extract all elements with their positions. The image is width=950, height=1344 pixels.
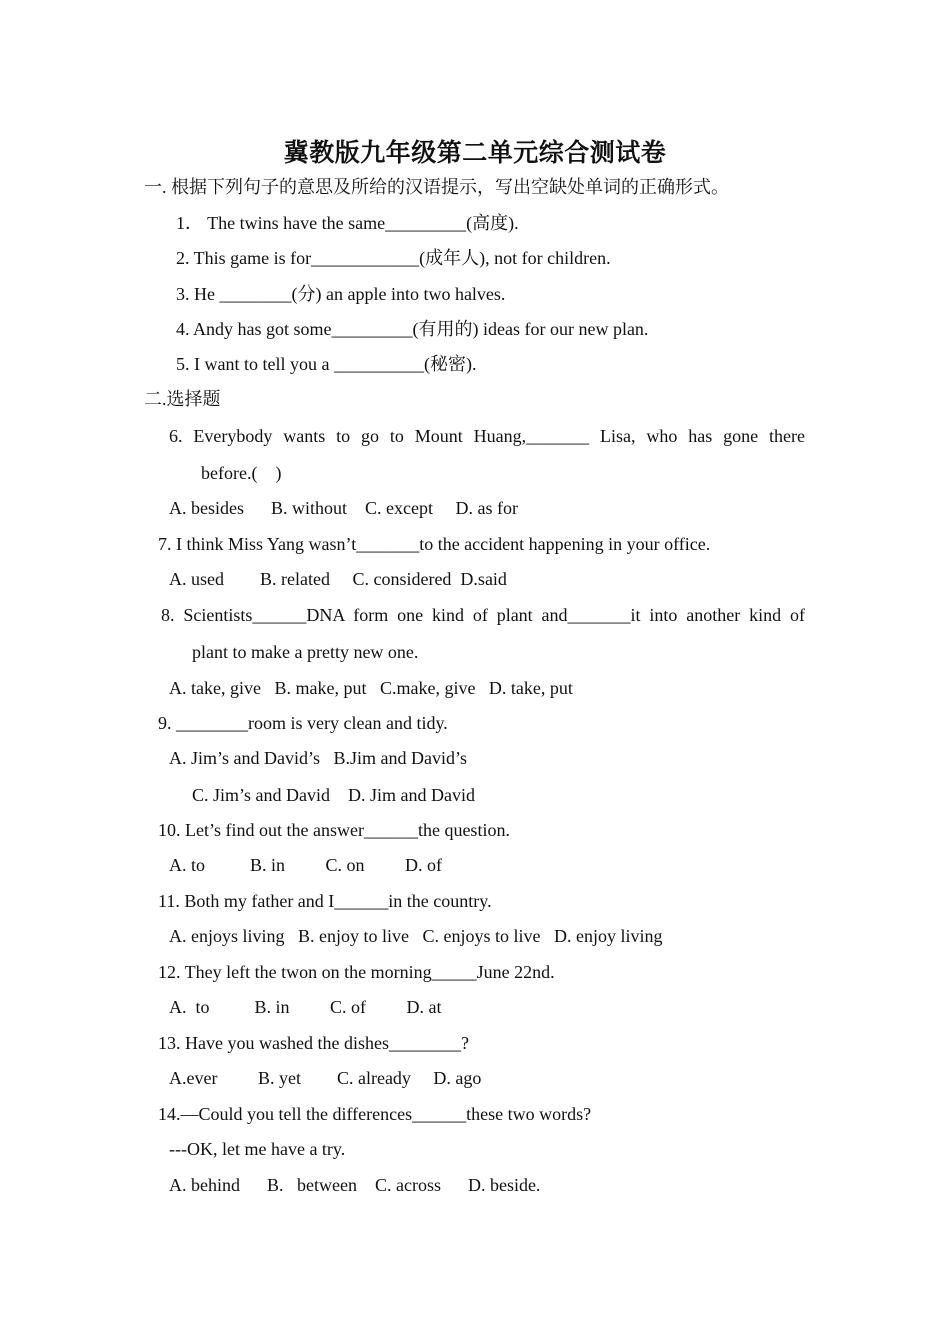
question-9-options-2: C. Jim’s and David D. Jim and David (192, 785, 475, 805)
question-11-options: A. enjoys living B. enjoy to live C. enjoys to live D. enjoy living (169, 926, 663, 946)
question-12-options: A. to B. in C. of D. at (169, 997, 442, 1017)
question-7-options: A. used B. related C. considered D.said (169, 569, 507, 589)
section1-heading: 一. 根据下列句子的意思及所给的汉语提示，写出空缺处单词的正确形式。 (144, 177, 729, 197)
question-8-options: A. take, give B. make, put C.make, give D. take, put (169, 678, 573, 698)
section1-item-4: 4. Andy has got some_________(有用的) ideas for our new plan. (176, 319, 649, 339)
page-title: 冀教版九年级第二单元综合测试卷 (283, 140, 667, 167)
question-10-stem: 10. Let’s find out the answer______the question. (158, 820, 510, 840)
question-9-stem: 9. ________room is very clean and tidy. (158, 713, 448, 733)
question-8-stem-cont: plant to make a pretty new one. (192, 642, 419, 662)
question-8-stem: 8. Scientists______DNA form one kind of plant and_______it into another kind of (161, 605, 805, 625)
question-10-options: A. to B. in C. on D. of (169, 855, 443, 875)
question-6-stem-cont: before.( ) (201, 463, 282, 483)
question-6-stem: 6. Everybody wants to go to Mount Huang,_______ Lisa, who has gone there (169, 426, 805, 446)
section1-item-1: 1． The twins have the same_________(高度). (176, 213, 519, 233)
section1-item-3: 3. He ________(分) an apple into two halves. (176, 284, 506, 304)
question-6-options: A. besides B. without C. except D. as for (169, 498, 518, 518)
question-14-stem: 14.—Could you tell the differences______these two words? (158, 1104, 592, 1124)
question-13-stem: 13. Have you washed the dishes________? (158, 1033, 469, 1053)
question-7-stem: 7. I think Miss Yang wasn’t_______to the accident happening in your office. (158, 534, 711, 554)
question-14-options: A. behind B. between C. across D. beside. (169, 1175, 541, 1195)
question-13-options: A.ever B. yet C. already D. ago (169, 1068, 482, 1088)
question-14-reply: ---OK, let me have a try. (169, 1139, 346, 1159)
question-11-stem: 11. Both my father and I______in the country. (158, 891, 492, 911)
section2-heading: 二.选择题 (144, 389, 221, 409)
section1-item-5: 5. I want to tell you a __________(秘密). (176, 354, 477, 374)
question-12-stem: 12. They left the twon on the morning_____June 22nd. (158, 962, 555, 982)
section1-item-2: 2. This game is for____________(成年人), not for children. (176, 248, 611, 268)
question-9-options-1: A. Jim’s and David’s B.Jim and David’s (169, 748, 467, 768)
